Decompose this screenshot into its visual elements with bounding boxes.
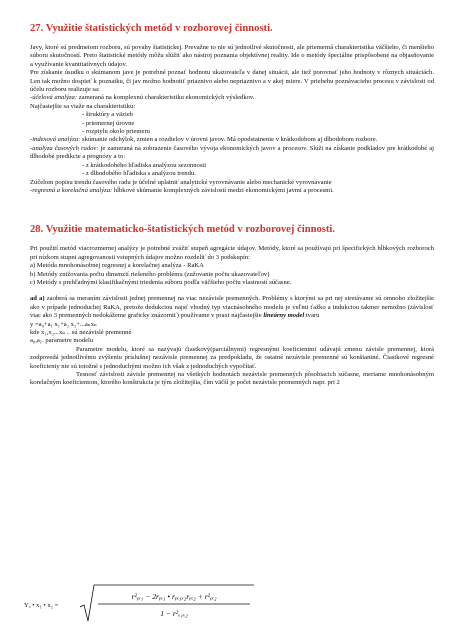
formula-denominator: 1 − r²ₓ₁ₓ₂ (160, 609, 188, 618)
s27-purpose-analysis (30, 94, 434, 102)
s27-regression (30, 187, 434, 195)
s28-paragraph-2 (30, 295, 434, 320)
equation-parameters: a₀,a₁. parametre modelu (30, 337, 94, 345)
s27-paragraph-7: Zúčelom popisu trendu časového radu je účelné uplatniť analytické vyrovnávanie alebo mechanické vyrovnávanie (30, 178, 332, 186)
equation-linear-model: y =a₀+a₁ x₁+a₂ x₂+...aₙxₙ (30, 320, 97, 328)
ad-a-text: zaoberá sa meraním závislosti jednej premennej na viac nezávisle premenných. Problémy s ktorými sa pri nej stretávame sú omnoho zložitejšie ako v prípade jednoduchej RaKA, pretože dedukciou najsť vhodný typ viacnásobného modelu je veľmi ťažko a indukciou takmer nemožno (závislosť viac ako 3 premenných nedokážeme graficky znázorniť) používame v praxi najčastejšie (30, 295, 435, 320)
s28-item-c: c) Metódy s prehľadnými klasifikačnými triedenia súboru podľa väčšieho počtu vlastností súčasne. (30, 278, 292, 286)
s28-paragraph-4: Tesnosť závislosti závisle premennej na všetkých hodnotách nezávisle premenných pôsobiacich súčasne, meriame mnohonásobným korelačným koeficientom, ktorého konštrukcia je tým zložitejšia, čím väčší je počet nezávisle premenných napr. pri 2 (30, 371, 434, 387)
list-item: - štruktúry a väzieb (82, 111, 134, 119)
s28-paragraph-3: Parametre modelu, ktoré sa nazývajú čiastkový(parciálnymi) regresnými koeficientmi udávajú zmenu závisle premennej, ktorá zodpovedá jednotlivému zvýšeniu príslušnej nezávisle premennej za predpokladu, že ostatné nezávisle premenné sú konštantné. Čiastkové regresné koeficienty nie sú totožné s jednoduchými možno ich však z jednoduchých vypočítať. (30, 345, 434, 370)
formula-lhs: Yₐ • x₁ • x₂ = (24, 602, 59, 609)
term-time-series: -analýza časových radov: (30, 144, 99, 152)
s27-paragraph-1: Javy, ktoré sú predmetom rozboru, sú povahy štatistickej. Prevažne to nie sú jednotlivé skutočnosti, ale priemerná charakteristika väčšieho, či menšieho súboru skutočností. Preto štatistické metódy môžu slúžiť ako nástroj poznania objektívnej reality. Ide o metódy špeciálne prispôsobené na objasňovanie a využívanie kvantitatívnych údajov. (30, 44, 434, 68)
document-page (30, 22, 434, 388)
term-index-analysis: -indexová analýza: (30, 136, 81, 144)
purpose-analysis-text: zameraná na komplexnú charakteristiku ekonomických výsledkov. (77, 94, 255, 102)
s28-item-b: b) Metódy znižovania počtu dimenzií riešeného problému (zužovanie počtu ukazovateľov) (30, 270, 270, 278)
list-item: - rozptylu okolo priemeru (82, 128, 150, 136)
s28-item-a: a) Metóda mnohonásobnej regresnej a korelačnej analýza - RaKA (30, 262, 204, 270)
s27-index-analysis (30, 136, 434, 144)
index-analysis-text: skúmanie odchýlok, zmien a rozdielov v úrovni javov. Má opodstatnenie v krátkodobom aj dlhodobom rozbore. (80, 136, 378, 144)
s28-paragraph-1: Pri použití metód viacrozmernej analýzy je potrebné zvážiť stupeň agregácie údajov. Metódy, ktoré sa používajú pri špecifických hĺbkových rozboroch pri nízkom stupni agregovanosti vstupných údajov možno rozdeliť do 3 podskupín: (30, 245, 434, 261)
section-28-heading: 28. Využitie matematicko-štatistických metód v rozborovej činnosti. (30, 224, 336, 236)
s27-paragraph-2: Pre získanie úsudku o skúmanom jave je potrebné poznať hodnotu ukazovateľa v danej situácii, ale tiež porovnať jeho hodnoty v rôznych situáciách. Len tak možno dospieť k poznatku, či jav možno hodnotiť priaznivo alebo nepriaznivo a v akej miere. V priebehu poznávacieho procesu v závislosti od účelu rozboru realizuje sa: (30, 69, 434, 94)
list-item: - z dlhodobého hľadiska s analýzou trendu. (82, 170, 196, 178)
s27-paragraph-4: Najčastejšie sa viaže na charakteristiku: (30, 102, 136, 110)
formula-radical (24, 582, 254, 626)
time-series-text: je zameraná na zobrazenie časového vývoja ekonomických javov a procesov. Slúži na získanie podkladov pre krátkodobé aj dlhodobé predikcie a prognózy a to: (30, 144, 434, 161)
s27-time-series (30, 145, 434, 162)
term-purpose-analysis: -účelová analýza: (30, 94, 78, 102)
regression-text: hĺbkové skúmanie komplexných závislostí medzi ekonomickými javmi a procesmi. (112, 186, 334, 194)
equation-where: kde x₁,x₂...xₙ .. sú nezávislé premenné (30, 328, 132, 336)
ad-a-label: ad a) (30, 295, 45, 303)
list-item: - z krátkodobého hľadiska analýzou sezonnosti (82, 161, 207, 169)
list-item: - priemernej úrovne (82, 119, 135, 127)
section-27-heading: 27. Využitie štatistických metód v rozborovej činnosti. (30, 23, 273, 34)
term-regression: -regresná a korelačná analýza: (30, 186, 113, 194)
formula-numerator: r²ᵧₓ₁ − 2rᵧₓ₁ • rᵧₓ₁ₓ₂rᵧₓ₂ + r²ᵧₓ₂ (131, 592, 217, 601)
ad-a-end: tvaru (304, 312, 320, 320)
linear-model-term: lineárny model (263, 312, 305, 320)
